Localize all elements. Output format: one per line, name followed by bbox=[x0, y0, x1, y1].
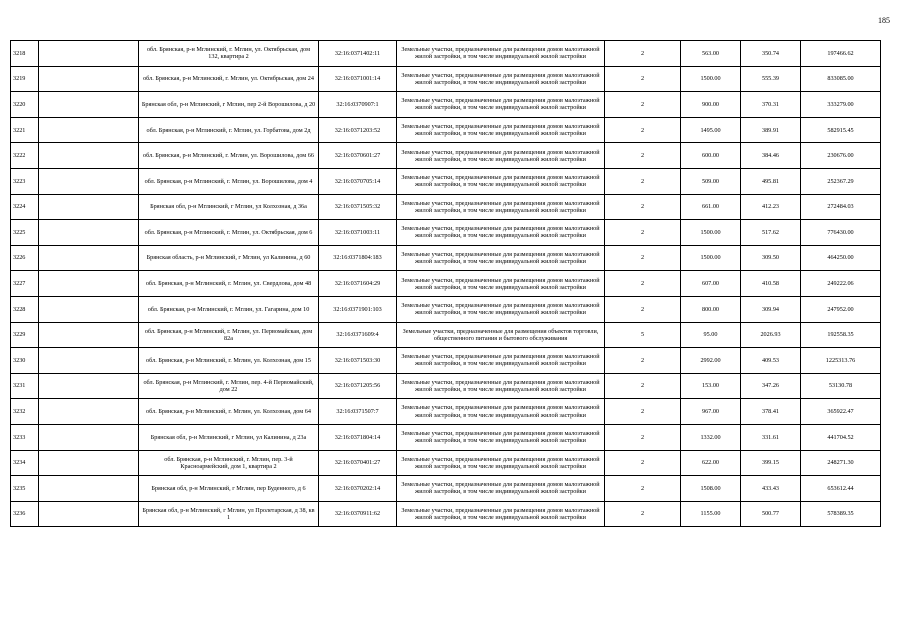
address-cell: обл. Брянская, р-н Мглинский, г. Мглин, пер. 4-й Первомайский, дом 22 bbox=[139, 373, 319, 399]
blank-cell bbox=[39, 424, 139, 450]
cadastral-number-cell: 32:16:0371901:103 bbox=[319, 296, 397, 322]
page-number: 185 bbox=[878, 16, 890, 25]
address-cell: Брянская обл, р-н Мглинский, г Мглин, пер Буденного, д 6 bbox=[139, 476, 319, 502]
specific-value-cell: 384.46 bbox=[741, 143, 801, 169]
cadastral-value-cell: 230676.00 bbox=[801, 143, 881, 169]
cadastral-value-cell: 776430.00 bbox=[801, 220, 881, 246]
group-cell: 2 bbox=[605, 220, 681, 246]
cadastral-value-cell: 833085.00 bbox=[801, 66, 881, 92]
row-number: 3236 bbox=[11, 501, 39, 527]
cadastral-number-cell: 32:16:0371505:32 bbox=[319, 194, 397, 220]
area-cell: 800.00 bbox=[681, 296, 741, 322]
address-cell: обл. Брянская, р-н Мглинский, г. Мглин, ул. Горбатова, дом 2д bbox=[139, 117, 319, 143]
cadastral-number-cell: 32:16:0371507:7 bbox=[319, 399, 397, 425]
land-registry-table bbox=[10, 40, 881, 527]
row-number: 3232 bbox=[11, 399, 39, 425]
land-use-cell: Земельные участки, предназначенные для размещения домов малоэтажной жилой застройки, в том числе индивидуальной жилой застройки bbox=[397, 348, 605, 374]
cadastral-value-cell: 333279.00 bbox=[801, 92, 881, 118]
cadastral-number-cell: 32:16:0371609:4 bbox=[319, 322, 397, 348]
cadastral-number-cell: 32:16:0371402:11 bbox=[319, 41, 397, 67]
cadastral-value-cell: 249222.06 bbox=[801, 271, 881, 297]
table-row bbox=[11, 66, 881, 92]
specific-value-cell: 309.94 bbox=[741, 296, 801, 322]
specific-value-cell: 412.23 bbox=[741, 194, 801, 220]
specific-value-cell: 433.43 bbox=[741, 476, 801, 502]
specific-value-cell: 309.50 bbox=[741, 245, 801, 271]
area-cell: 2992.00 bbox=[681, 348, 741, 374]
land-use-cell: Земельные участки, предназначенные для размещения домов малоэтажной жилой застройки, в том числе индивидуальной жилой застройки bbox=[397, 424, 605, 450]
land-use-cell: Земельные участки, предназначенные для размещения домов малоэтажной жилой застройки, в том числе индивидуальной жилой застройки bbox=[397, 143, 605, 169]
blank-cell bbox=[39, 501, 139, 527]
blank-cell bbox=[39, 168, 139, 194]
row-number: 3227 bbox=[11, 271, 39, 297]
area-cell: 509.00 bbox=[681, 168, 741, 194]
row-number: 3225 bbox=[11, 220, 39, 246]
area-cell: 900.00 bbox=[681, 92, 741, 118]
area-cell: 1500.00 bbox=[681, 220, 741, 246]
specific-value-cell: 399.15 bbox=[741, 450, 801, 476]
cadastral-value-cell: 192558.35 bbox=[801, 322, 881, 348]
group-cell: 2 bbox=[605, 66, 681, 92]
blank-cell bbox=[39, 296, 139, 322]
address-cell: Брянская обл, р-н Мглинский, г Мглин, ул Калинина, д 23а bbox=[139, 424, 319, 450]
blank-cell bbox=[39, 194, 139, 220]
cadastral-number-cell: 32:16:0371003:11 bbox=[319, 220, 397, 246]
land-use-cell: Земельные участки, предназначенные для размещения домов малоэтажной жилой застройки, в том числе индивидуальной жилой застройки bbox=[397, 476, 605, 502]
land-use-cell: Земельные участки, предназначенные для размещения домов малоэтажной жилой застройки, в том числе индивидуальной жилой застройки bbox=[397, 66, 605, 92]
specific-value-cell: 2026.93 bbox=[741, 322, 801, 348]
address-cell: Брянская обл, р-н Мглинский, г Мглин, ул Пролетарская, д 38, кв 1 bbox=[139, 501, 319, 527]
group-cell: 2 bbox=[605, 168, 681, 194]
area-cell: 1508.00 bbox=[681, 476, 741, 502]
land-use-cell: Земельные участки, предназначенные для размещения домов малоэтажной жилой застройки, в том числе индивидуальной жилой застройки bbox=[397, 194, 605, 220]
cadastral-value-cell: 272484.03 bbox=[801, 194, 881, 220]
table-row bbox=[11, 143, 881, 169]
area-cell: 1500.00 bbox=[681, 66, 741, 92]
address-cell: обл. Брянская, р-н Мглинский, г. Мглин, ул. Первомайская, дом 82а bbox=[139, 322, 319, 348]
cadastral-value-cell: 53130.78 bbox=[801, 373, 881, 399]
row-number: 3223 bbox=[11, 168, 39, 194]
area-cell: 622.00 bbox=[681, 450, 741, 476]
table-body bbox=[11, 41, 881, 527]
group-cell: 2 bbox=[605, 143, 681, 169]
specific-value-cell: 409.53 bbox=[741, 348, 801, 374]
address-cell: Брянская обл, р-н Мглинский, г Мглин, ул Колхозная, д 36а bbox=[139, 194, 319, 220]
blank-cell bbox=[39, 399, 139, 425]
blank-cell bbox=[39, 271, 139, 297]
blank-cell bbox=[39, 143, 139, 169]
area-cell: 607.00 bbox=[681, 271, 741, 297]
table-row bbox=[11, 322, 881, 348]
land-use-cell: Земельные участки, предназначенные для размещения домов малоэтажной жилой застройки, в том числе индивидуальной жилой застройки bbox=[397, 271, 605, 297]
row-number: 3224 bbox=[11, 194, 39, 220]
table-row bbox=[11, 450, 881, 476]
table-row bbox=[11, 348, 881, 374]
row-number: 3233 bbox=[11, 424, 39, 450]
row-number: 3218 bbox=[11, 41, 39, 67]
land-use-cell: Земельные участки, предназначенные для размещения домов малоэтажной жилой застройки, в том числе индивидуальной жилой застройки bbox=[397, 501, 605, 527]
row-number: 3226 bbox=[11, 245, 39, 271]
specific-value-cell: 347.26 bbox=[741, 373, 801, 399]
row-number: 3234 bbox=[11, 450, 39, 476]
table-row bbox=[11, 424, 881, 450]
group-cell: 2 bbox=[605, 476, 681, 502]
cadastral-number-cell: 32:16:0371203:52 bbox=[319, 117, 397, 143]
table-row bbox=[11, 245, 881, 271]
blank-cell bbox=[39, 373, 139, 399]
row-number: 3220 bbox=[11, 92, 39, 118]
cadastral-number-cell: 32:16:0370401:27 bbox=[319, 450, 397, 476]
address-cell: обл. Брянская, р-н Мглинский, г. Мглин, ул. Гагарина, дом 10 bbox=[139, 296, 319, 322]
group-cell: 2 bbox=[605, 296, 681, 322]
area-cell: 1155.00 bbox=[681, 501, 741, 527]
row-number: 3230 bbox=[11, 348, 39, 374]
area-cell: 967.00 bbox=[681, 399, 741, 425]
address-cell: обл. Брянская, р-н Мглинский, г. Мглин, ул. Свердлова, дом 48 bbox=[139, 271, 319, 297]
cadastral-number-cell: 32:16:0371804:183 bbox=[319, 245, 397, 271]
table-row bbox=[11, 399, 881, 425]
group-cell: 2 bbox=[605, 348, 681, 374]
cadastral-number-cell: 32:16:0370202:14 bbox=[319, 476, 397, 502]
address-cell: Брянская обл, р-н Мглинский, г Мглин, пер 2-й Ворошилова, д 20 bbox=[139, 92, 319, 118]
group-cell: 2 bbox=[605, 92, 681, 118]
area-cell: 600.00 bbox=[681, 143, 741, 169]
area-cell: 563.00 bbox=[681, 41, 741, 67]
group-cell: 2 bbox=[605, 450, 681, 476]
table-row bbox=[11, 501, 881, 527]
specific-value-cell: 500.77 bbox=[741, 501, 801, 527]
blank-cell bbox=[39, 66, 139, 92]
cadastral-number-cell: 32:16:0370911:62 bbox=[319, 501, 397, 527]
area-cell: 1332.00 bbox=[681, 424, 741, 450]
specific-value-cell: 378.41 bbox=[741, 399, 801, 425]
address-cell: обл. Брянская, р-н Мглинский, г. Мглин, ул. Колхозная, дом 15 bbox=[139, 348, 319, 374]
cadastral-value-cell: 464250.00 bbox=[801, 245, 881, 271]
blank-cell bbox=[39, 41, 139, 67]
blank-cell bbox=[39, 117, 139, 143]
row-number: 3235 bbox=[11, 476, 39, 502]
cadastral-number-cell: 32:16:0371604:29 bbox=[319, 271, 397, 297]
specific-value-cell: 350.74 bbox=[741, 41, 801, 67]
table-row bbox=[11, 373, 881, 399]
group-cell: 2 bbox=[605, 399, 681, 425]
specific-value-cell: 331.61 bbox=[741, 424, 801, 450]
group-cell: 2 bbox=[605, 41, 681, 67]
specific-value-cell: 517.62 bbox=[741, 220, 801, 246]
cadastral-number-cell: 32:16:0370907:1 bbox=[319, 92, 397, 118]
address-cell: обл. Брянская, р-н Мглинский, г. Мглин, ул. Ворошилова, дом 66 bbox=[139, 143, 319, 169]
cadastral-value-cell: 653612.44 bbox=[801, 476, 881, 502]
table-row bbox=[11, 296, 881, 322]
land-use-cell: Земельные участки, предназначенные для размещения домов малоэтажной жилой застройки, в том числе индивидуальной жилой застройки bbox=[397, 41, 605, 67]
area-cell: 661.00 bbox=[681, 194, 741, 220]
table-row bbox=[11, 168, 881, 194]
address-cell: обл. Брянская, р-н Мглинский, г. Мглин, ул. Октябрьская, дом 24 bbox=[139, 66, 319, 92]
group-cell: 2 bbox=[605, 194, 681, 220]
cadastral-number-cell: 32:16:0371001:14 bbox=[319, 66, 397, 92]
cadastral-value-cell: 578389.35 bbox=[801, 501, 881, 527]
land-use-cell: Земельные участки, предназначенные для размещения домов малоэтажной жилой застройки, в том числе индивидуальной жилой застройки bbox=[397, 373, 605, 399]
cadastral-value-cell: 1225313.76 bbox=[801, 348, 881, 374]
cadastral-number-cell: 32:16:0370601:27 bbox=[319, 143, 397, 169]
address-cell: обл. Брянская, р-н Мглинский, г. Мглин, ул. Ворошилова, дом 4 bbox=[139, 168, 319, 194]
specific-value-cell: 389.91 bbox=[741, 117, 801, 143]
table-row bbox=[11, 271, 881, 297]
cadastral-value-cell: 197466.62 bbox=[801, 41, 881, 67]
blank-cell bbox=[39, 245, 139, 271]
cadastral-value-cell: 582915.45 bbox=[801, 117, 881, 143]
row-number: 3222 bbox=[11, 143, 39, 169]
cadastral-value-cell: 365922.47 bbox=[801, 399, 881, 425]
specific-value-cell: 495.81 bbox=[741, 168, 801, 194]
row-number: 3219 bbox=[11, 66, 39, 92]
land-use-cell: Земельные участки, предназначенные для размещения домов малоэтажной жилой застройки, в том числе индивидуальной жилой застройки bbox=[397, 399, 605, 425]
row-number: 3228 bbox=[11, 296, 39, 322]
cadastral-value-cell: 441704.52 bbox=[801, 424, 881, 450]
cadastral-number-cell: 32:16:0371503:30 bbox=[319, 348, 397, 374]
cadastral-number-cell: 32:16:0370705:14 bbox=[319, 168, 397, 194]
land-use-cell: Земельные участки, предназначенные для размещения домов малоэтажной жилой застройки, в том числе индивидуальной жилой застройки bbox=[397, 92, 605, 118]
area-cell: 95.00 bbox=[681, 322, 741, 348]
blank-cell bbox=[39, 348, 139, 374]
table-row bbox=[11, 194, 881, 220]
blank-cell bbox=[39, 322, 139, 348]
blank-cell bbox=[39, 92, 139, 118]
cadastral-number-cell: 32:16:0371205:56 bbox=[319, 373, 397, 399]
address-cell: обл. Брянская, р-н Мглинский, г. Мглин, пер. 3-й Красноармейский, дом 1, квартира 2 bbox=[139, 450, 319, 476]
blank-cell bbox=[39, 450, 139, 476]
cadastral-number-cell: 32:16:0371804:14 bbox=[319, 424, 397, 450]
cadastral-value-cell: 248271.30 bbox=[801, 450, 881, 476]
specific-value-cell: 370.31 bbox=[741, 92, 801, 118]
land-use-cell: Земельные участки, предназначенные для размещения домов малоэтажной жилой застройки, в том числе индивидуальной жилой застройки bbox=[397, 168, 605, 194]
land-use-cell: Земельные участки, предназначенные для размещения домов малоэтажной жилой застройки, в том числе индивидуальной жилой застройки bbox=[397, 220, 605, 246]
area-cell: 153.00 bbox=[681, 373, 741, 399]
address-cell: Брянская область, р-н Мглинский, г Мглин, ул Калинина, д 60 bbox=[139, 245, 319, 271]
specific-value-cell: 410.58 bbox=[741, 271, 801, 297]
land-use-cell: Земельные участки, предназначенные для размещения домов малоэтажной жилой застройки, в том числе индивидуальной жилой застройки bbox=[397, 296, 605, 322]
specific-value-cell: 555.39 bbox=[741, 66, 801, 92]
address-cell: обл. Брянская, р-н Мглинский, г. Мглин, ул. Октябрьская, дом 6 bbox=[139, 220, 319, 246]
row-number: 3229 bbox=[11, 322, 39, 348]
land-use-cell: Земельные участки, предназначенные для размещения домов малоэтажной жилой застройки, в том числе индивидуальной жилой застройки bbox=[397, 245, 605, 271]
land-use-cell: Земельные участки, предназначенные для размещения объектов торговли, общественного питания и бытового обслуживания bbox=[397, 322, 605, 348]
land-use-cell: Земельные участки, предназначенные для размещения домов малоэтажной жилой застройки, в том числе индивидуальной жилой застройки bbox=[397, 117, 605, 143]
cadastral-value-cell: 247952.00 bbox=[801, 296, 881, 322]
address-cell: обл. Брянская, р-н Мглинский, г. Мглин, ул. Октябрьская, дом 132, квартира 2 bbox=[139, 41, 319, 67]
table-row bbox=[11, 117, 881, 143]
table-row bbox=[11, 92, 881, 118]
address-cell: обл. Брянская, р-н Мглинский, г. Мглин, ул. Колхозная, дом 64 bbox=[139, 399, 319, 425]
table-row bbox=[11, 41, 881, 67]
row-number: 3221 bbox=[11, 117, 39, 143]
table-row bbox=[11, 476, 881, 502]
group-cell: 2 bbox=[605, 117, 681, 143]
group-cell: 2 bbox=[605, 373, 681, 399]
group-cell: 5 bbox=[605, 322, 681, 348]
blank-cell bbox=[39, 220, 139, 246]
cadastral-value-cell: 252367.29 bbox=[801, 168, 881, 194]
blank-cell bbox=[39, 476, 139, 502]
group-cell: 2 bbox=[605, 271, 681, 297]
row-number: 3231 bbox=[11, 373, 39, 399]
land-use-cell: Земельные участки, предназначенные для размещения домов малоэтажной жилой застройки, в том числе индивидуальной жилой застройки bbox=[397, 450, 605, 476]
table-row bbox=[11, 220, 881, 246]
group-cell: 2 bbox=[605, 424, 681, 450]
area-cell: 1500.00 bbox=[681, 245, 741, 271]
area-cell: 1495.00 bbox=[681, 117, 741, 143]
group-cell: 2 bbox=[605, 245, 681, 271]
group-cell: 2 bbox=[605, 501, 681, 527]
